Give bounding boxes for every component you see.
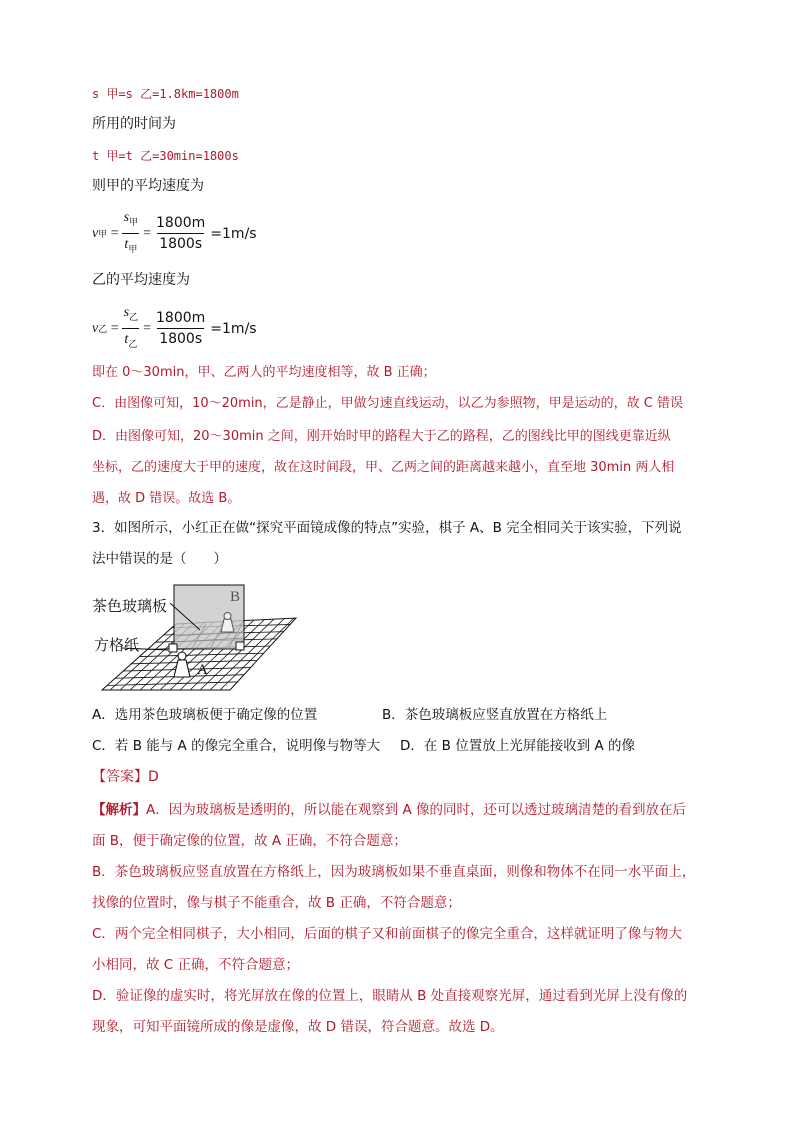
- line-option-d-analysis-2: 坐标，乙的速度大于甲的速度，故在这时间段，甲、乙两之间的距离越来越小，直至地 30min 两人相: [92, 460, 675, 475]
- label-tea-glass: 茶色玻璃板: [92, 597, 168, 615]
- formula-jia-var: v: [92, 225, 99, 241]
- line-option-d-analysis-3: 遇，故 D 错误。故选 B。: [92, 491, 241, 506]
- mirror-experiment-figure: [88, 580, 308, 696]
- line-time-intro: 所用的时间为: [92, 116, 176, 132]
- explanation-line-5: C．两个完全相同棋子，大小相同，后面的棋子又和前面棋子的像完全重合，这样就证明了像与物大: [92, 926, 682, 942]
- formula-yi-sub: 乙: [98, 325, 108, 335]
- option-c: C．若 B 能与 A 的像完全重合，说明像与物等大: [92, 738, 381, 754]
- label-piece-b: B: [230, 589, 241, 605]
- option-b: B．茶色玻璃板应竖直放置在方格纸上: [382, 707, 608, 723]
- formula-yi: v 乙 = $\frac{s_乙}{t_乙}$ = $\frac{1800m}{1800s}$ =1m/s: [92, 303, 257, 354]
- answer-value: D: [148, 769, 159, 785]
- explanation-line-3: B．茶色玻璃板应竖直放置在方格纸上，因为玻璃板如果不垂直桌面，则像和物体不在同一水平面上，: [92, 864, 696, 880]
- line-distance: s 甲=s 乙=1.8km=1800m: [92, 87, 239, 101]
- question-3-stem-2: 法中错误的是（ ）: [92, 551, 227, 567]
- answer-line: [92, 767, 159, 787]
- option-a: A．选用茶色玻璃板便于确定像的位置: [92, 707, 318, 723]
- line-option-c-analysis: C．由图像可知，10～20min，乙是静止，甲做匀速直线运动，以乙为参照物，甲是运动的，故 C 错误: [92, 396, 684, 411]
- question-3-stem-1: 3．如图所示，小红正在做“探究平面镜成像的特点”实验，棋子 A、B 完全相同关于该实验，下列说: [92, 520, 682, 536]
- formula-yi-var: v: [92, 320, 99, 336]
- formula-jia: v 甲 = $\frac{s_甲}{t_甲}$ = $\frac{1800m}{1800s}$ =1m/s: [92, 208, 257, 259]
- answer-label: 【答案】: [92, 769, 148, 785]
- formula-yi-result: =1m/s: [210, 320, 257, 337]
- explanation-line-1: 【解析】A．因为玻璃板是透明的，所以能在观察到 A 像的同时，还可以透过玻璃清楚的看到放在后: [92, 802, 687, 818]
- formula-jia-sub: 甲: [98, 230, 108, 240]
- explanation-line-2: 面 B，便于确定像的位置，故 A 正确，不符合题意；: [92, 833, 407, 849]
- formula-yi-frac2: $\frac{1800m}{1800s}$: [156, 310, 206, 347]
- explanation-line-7: D．验证像的虚实时，将光屏放在像的位置上，眼睛从 B 处直接观察光屏，通过看到光屏上没有像的: [92, 988, 688, 1004]
- formula-jia-result: =1m/s: [210, 225, 257, 242]
- explanation-label: 【解析】: [92, 802, 146, 818]
- label-piece-a: A: [197, 662, 208, 678]
- line-conclusion-b: 即在 0～30min，甲、乙两人的平均速度相等，故 B 正确；: [92, 365, 436, 380]
- option-d: D．在 B 位置放上光屏能接收到 A 的像: [400, 738, 636, 754]
- formula-jia-frac2: $\frac{1800m}{1800s}$: [156, 215, 206, 252]
- line-jia-speed-intro: 则甲的平均速度为: [92, 178, 204, 194]
- label-grid-paper: 方格纸: [94, 636, 140, 654]
- explanation-line-8: 现象，可知平面镜所成的像是虚像，故 D 错误，符合题意。故选 D。: [92, 1019, 504, 1035]
- explanation-line-4: 找像的位置时，像与棋子不能重合，故 B 正确，不符合题意；: [92, 895, 461, 911]
- explanation-line-6: 小相同，故 C 正确，不符合题意；: [92, 957, 300, 973]
- formula-jia-frac1: $\frac{s_甲}{t_甲}$: [122, 208, 140, 259]
- line-yi-speed-intro: 乙的平均速度为: [92, 272, 190, 288]
- line-time: t 甲=t 乙=30min=1800s: [92, 149, 239, 163]
- line-option-d-analysis-1: D．由图像可知，20～30min 之间，刚开始时甲的路程大于乙的路程，乙的图线比甲的图线更靠近纵: [92, 429, 671, 444]
- formula-yi-frac1: $\frac{s_乙}{t_乙}$: [122, 303, 140, 354]
